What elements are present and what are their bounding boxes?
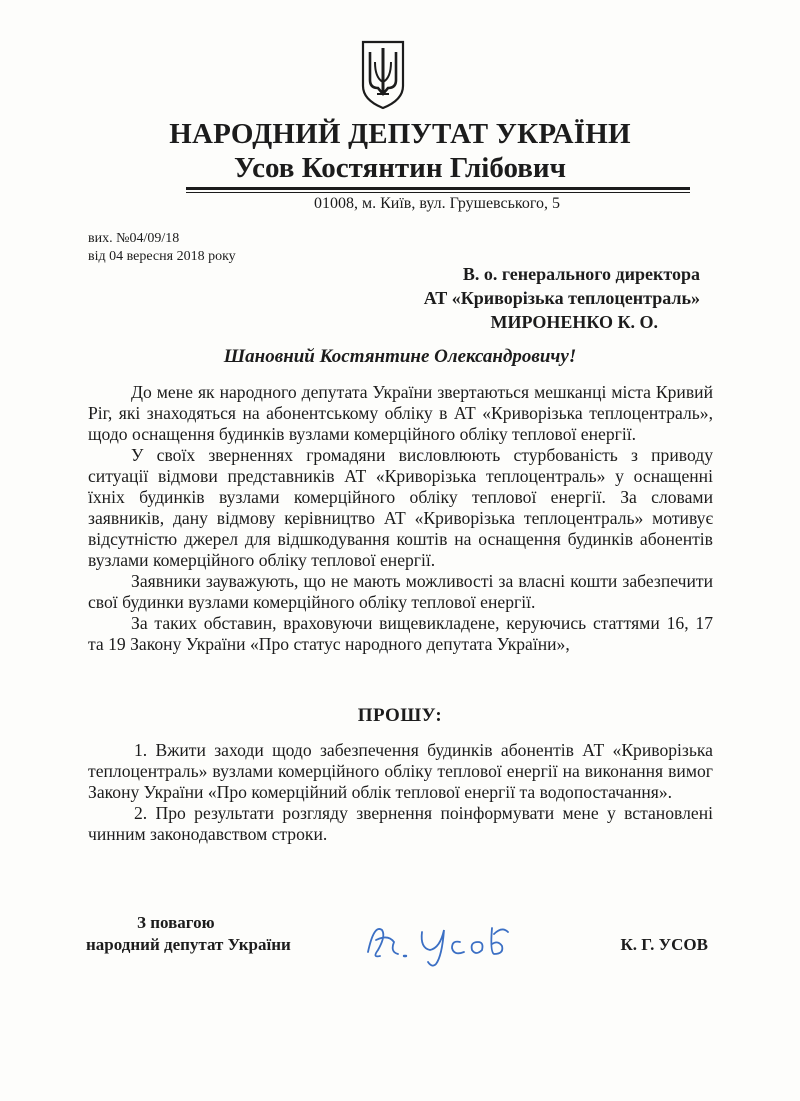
signer-name: К. Г. УСОВ [620, 935, 708, 954]
letterhead-address: 01008, м. Київ, вул. Грушевського, 5 [313, 195, 561, 212]
letterhead-rule-thick [186, 187, 690, 190]
closing-title: народний депутат України [86, 935, 291, 954]
recipient-company: АТ «Криворізька теплоцентраль» [423, 288, 700, 308]
request-list [88, 740, 713, 845]
recipient-block [424, 262, 700, 334]
request-item: 1. Вжити заходи щодо забезпечення будинків абонентів АТ «Криворізька теплоцентраль» вузлами комерційного обліку теплової енергії на виконання вимог Закону України «Про комерційний облік теплової енергії та водопостачання». [88, 740, 713, 802]
handwritten-signature [360, 912, 540, 972]
body-paragraph: До мене як народного депутата України звертаються мешканці міста Кривий Ріг, які знаходяться на абонентському обліку в АТ «Криворізька теплоцентраль», щодо оснащення будинків вузлами комерційного обліку теплової енергії. [88, 382, 713, 444]
salutation: Шановний Костянтине Олександровичу! [223, 346, 577, 367]
body-paragraph: Заявники зауважують, що не мають можливості за власні кошти забезпечити свої будинки вузлами комерційного обліку теплової енергії. [88, 571, 713, 612]
outgoing-reference [88, 230, 236, 266]
request-heading: ПРОШУ: [357, 705, 443, 726]
closing-regards: З повагою [137, 913, 215, 932]
recipient-name: МИРОНЕНКО К. О. [490, 312, 658, 332]
letter-body [88, 382, 713, 655]
body-paragraph: У своїх зверненнях громадяни висловлюють стурбованість з приводу ситуації відмови представників АТ «Криворізька теплоцентраль» у оснащенні їхніх будинків вузлами комерційного обліку теплової енергії. За словами заявників, дану відмову керівництво АТ «Криворізька теплоцентраль» мотивує відсутністю джерел для відшкодування коштів на оснащення будинків абонентів вузлами комерційного обліку теплової енергії. [88, 445, 713, 570]
letterhead-name: Усов Костянтин Глібович [234, 152, 566, 184]
letterhead-rule-thin [186, 192, 690, 193]
outgoing-number: вих. №04/09/18 [88, 231, 180, 246]
letterhead-title: НАРОДНИЙ ДЕПУТАТ УКРАЇНИ [169, 118, 631, 150]
trident-emblem-icon [357, 38, 409, 110]
body-paragraph: За таких обставин, враховуючи вищевикладене, керуючись статтями 16, 17 та 19 Закону України «Про статус народного депутата України», [88, 613, 713, 654]
request-item: 2. Про результати розгляду звернення поінформувати мене у встановлені чинним законодавством строки. [88, 803, 713, 844]
recipient-position: В. о. генерального директора [462, 264, 700, 284]
outgoing-date: від 04 вересня 2018 року [88, 249, 236, 264]
